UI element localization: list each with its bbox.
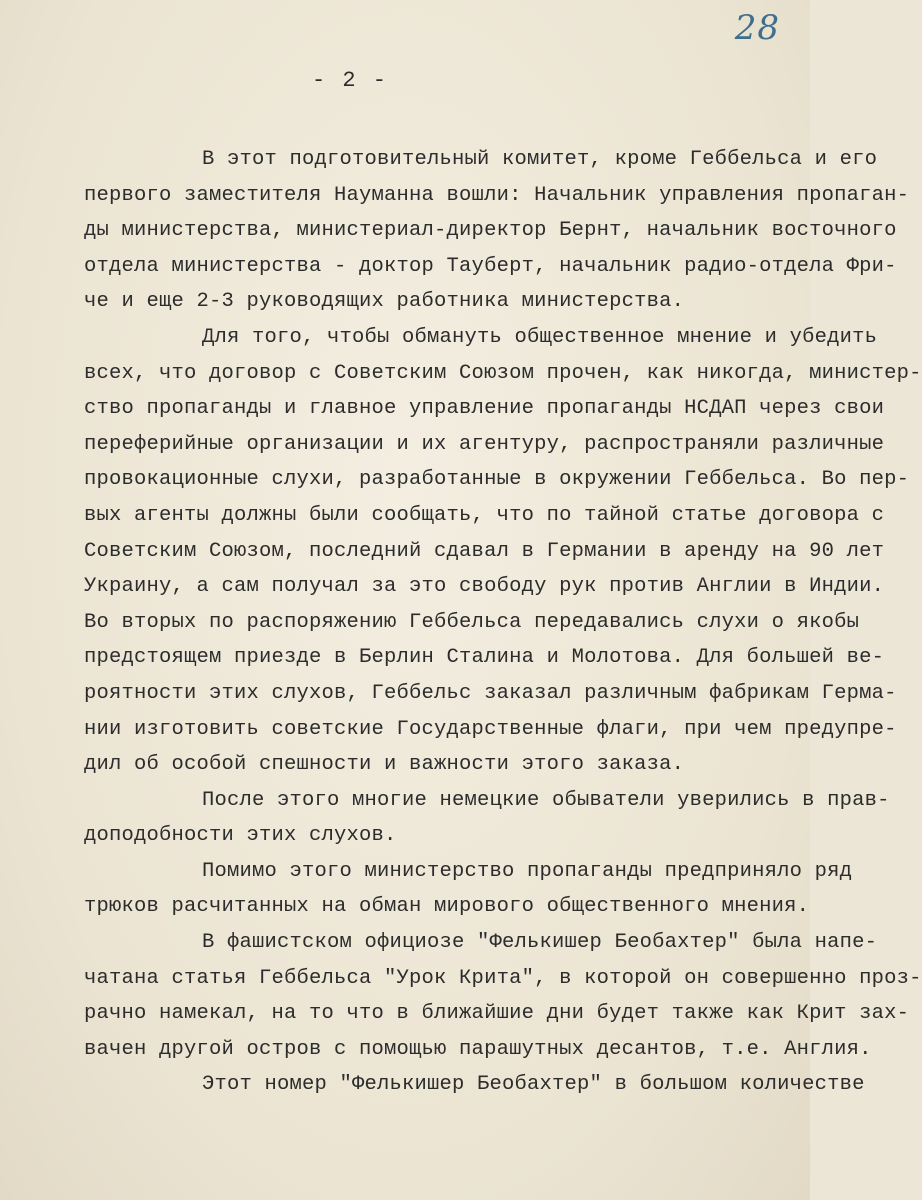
text-line: первого заместителя Науманна вошли: Начальник управления пропаган-	[84, 183, 910, 207]
text-line: ды министерства, министериал-директор Бернт, начальник восточного	[84, 219, 897, 243]
text-line: В фашистском официозе "Фелькишер Беобахтер" была напе-	[202, 931, 878, 955]
text-line: рачно намекал, на то что в ближайшие дни будет также как Крит зах-	[84, 1002, 910, 1026]
text-line: предстоящем приезде в Берлин Сталина и Молотова. Для большей ве-	[84, 646, 885, 670]
handwritten-folio-number: 28	[734, 8, 780, 48]
text-line: отдела министерства - доктор Тауберт, начальник радио-отдела Фри-	[84, 254, 897, 278]
page-number: - 2 -	[311, 68, 388, 93]
text-line: переферийные организации и их агентуру, распространяли различные	[84, 432, 885, 456]
text-line: вачен другой остров с помощью парашутных десантов, т.е. Англия.	[84, 1037, 872, 1061]
text-line: Во вторых по распоряжению Геббельса передавались слухи о якобы	[84, 610, 860, 634]
text-line: В этот подготовительный комитет, кроме Геббельса и его	[202, 148, 878, 171]
text-line: че и еще 2-3 руководящих работника министерства.	[84, 290, 685, 314]
text-line: трюков расчитанных на обман мирового общественного мнения.	[84, 895, 810, 919]
text-line: вых агенты должны были сообщать, что по тайной статье договора с	[84, 503, 885, 527]
document-body	[84, 142, 922, 1103]
text-line: чатана статья Геббельса "Урок Крита", в которой он совершенно проз-	[84, 966, 922, 990]
text-line: всех, что договор с Советским Союзом прочен, как никогда, министер-	[84, 361, 922, 385]
text-line: ство пропаганды и главное управление пропаганды НСДАП через свои	[84, 397, 885, 421]
text-line: Помимо этого министерство пропаганды предприняло ряд	[202, 859, 853, 883]
text-line: Для того, чтобы обмануть общественное мнение и убедить	[202, 325, 878, 349]
text-line: Советским Союзом, последний сдавал в Германии в аренду на 90 лет	[84, 539, 885, 563]
text-line: роятности этих слухов, Геббельс заказал различным фабрикам Герма-	[84, 681, 897, 705]
text-line: После этого многие немецкие обыватели уверились в прав-	[202, 788, 890, 812]
text-line: нии изготовить советские Государственные флаги, при чем предупре-	[84, 717, 897, 741]
text-line: провокационные слухи, разработанные в окружении Геббельса. Во пер-	[84, 468, 910, 492]
text-line: дил об особой спешности и важности этого заказа.	[84, 753, 685, 777]
text-line: Этот номер "Фелькишер Беобахтер" в большом количестве	[202, 1073, 865, 1097]
text-line: доподобности этих слухов.	[84, 824, 397, 848]
text-line: Украину, а сам получал за это свободу рук против Англии в Индии.	[84, 575, 885, 599]
